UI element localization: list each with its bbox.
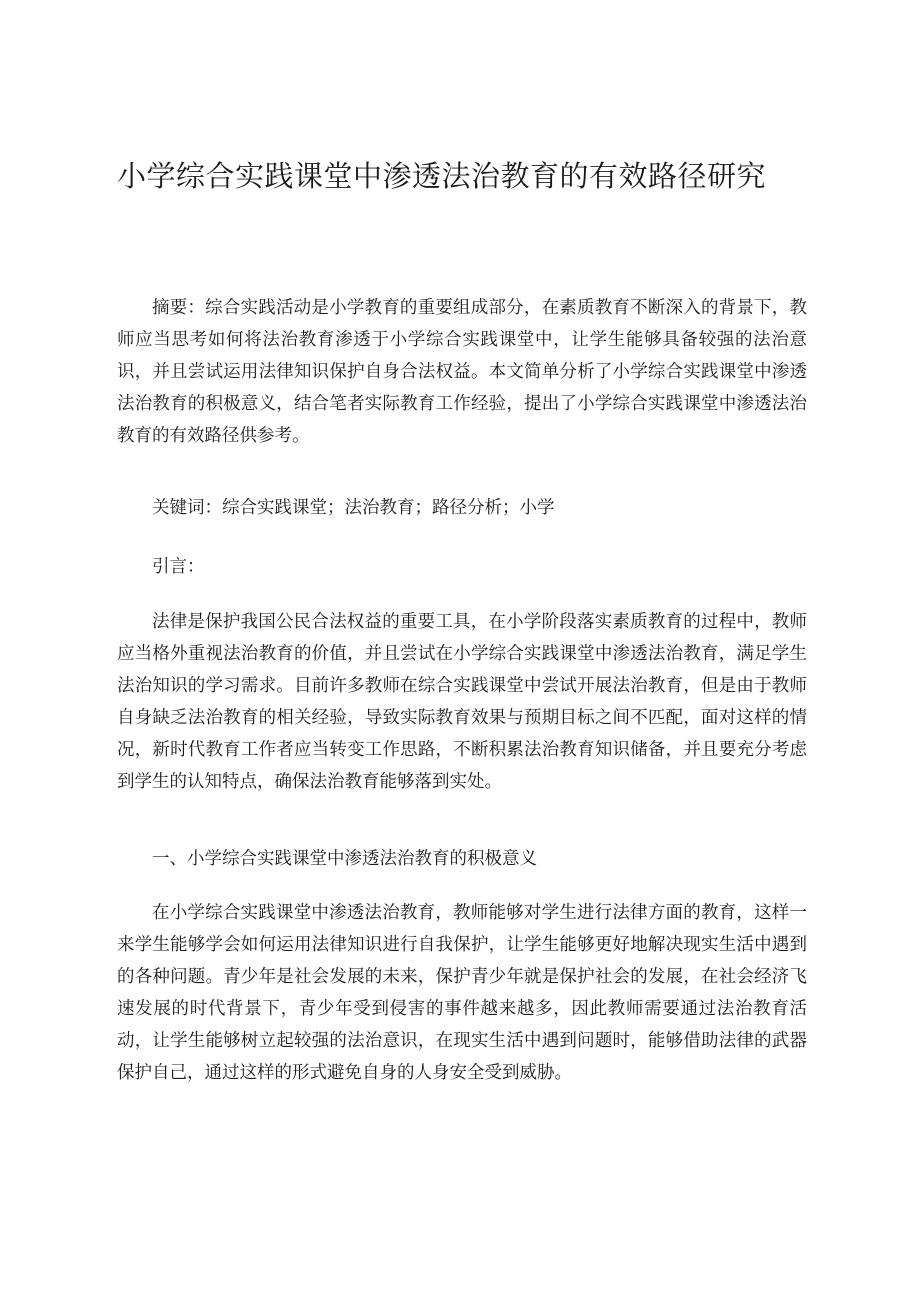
document-title: 小学综合实践课堂中渗透法治教育的有效路径研究 (117, 159, 767, 193)
section-heading: 一、小学综合实践课堂中渗透法治教育的积极意义 (152, 849, 537, 869)
section-paragraph: 在小学综合实践课堂中渗透法治教育，教师能够对学生进行法律方面的教育，这样一来学生能够学会如何运用法律知识进行自我保护，让学生能够更好地解决现实生活中遇到的各种问题。青少年是社会发展的未来，保护青少年就是保护社会的发展，在社会经济飞速发展的时代背景下，青少年受到侵害的事件越来越多，因此教师需要通过法治教育活动，让学生能够树立起较强的法治意识，在现实生活中遇到问题时，能够借助法律的武器保护自己，通过这样的形式避免自身的人身安全受到威胁。 (117, 903, 807, 1083)
intro-heading: 引言： (152, 557, 205, 577)
intro-paragraph: 法律是保护我国公民合法权益的重要工具，在小学阶段落实素质教育的过程中，教师应当格外重视法治教育的价值，并且尝试在小学综合实践课堂中渗透法治教育，满足学生法治知识的学习需求。目前许多教师在综合实践课堂中尝试开展法治教育，但是由于教师自身缺乏法治教育的相关经验，导致实际教育效果与预期目标之间不匹配，面对这样的情况，新时代教育工作者应当转变工作思路，不断积累法治教育知识储备，并且要充分考虑到学生的认知特点，确保法治教育能够落到实处。 (117, 612, 807, 792)
keywords-line: 关键词：综合实践课堂；法治教育；路径分析；小学 (152, 498, 555, 518)
abstract-paragraph: 摘要：综合实践活动是小学教育的重要组成部分，在素质教育不断深入的背景下，教师应当思考如何将法治教育渗透于小学综合实践课堂中，让学生能够具备较强的法治意识，并且尝试运用法律知识保护自身合法权益。本文简单分析了小学综合实践课堂中渗透法治教育的积极意义，结合笔者实际教育工作经验，提出了小学综合实践课堂中渗透法治教育的有效路径供参考。 (117, 298, 807, 446)
